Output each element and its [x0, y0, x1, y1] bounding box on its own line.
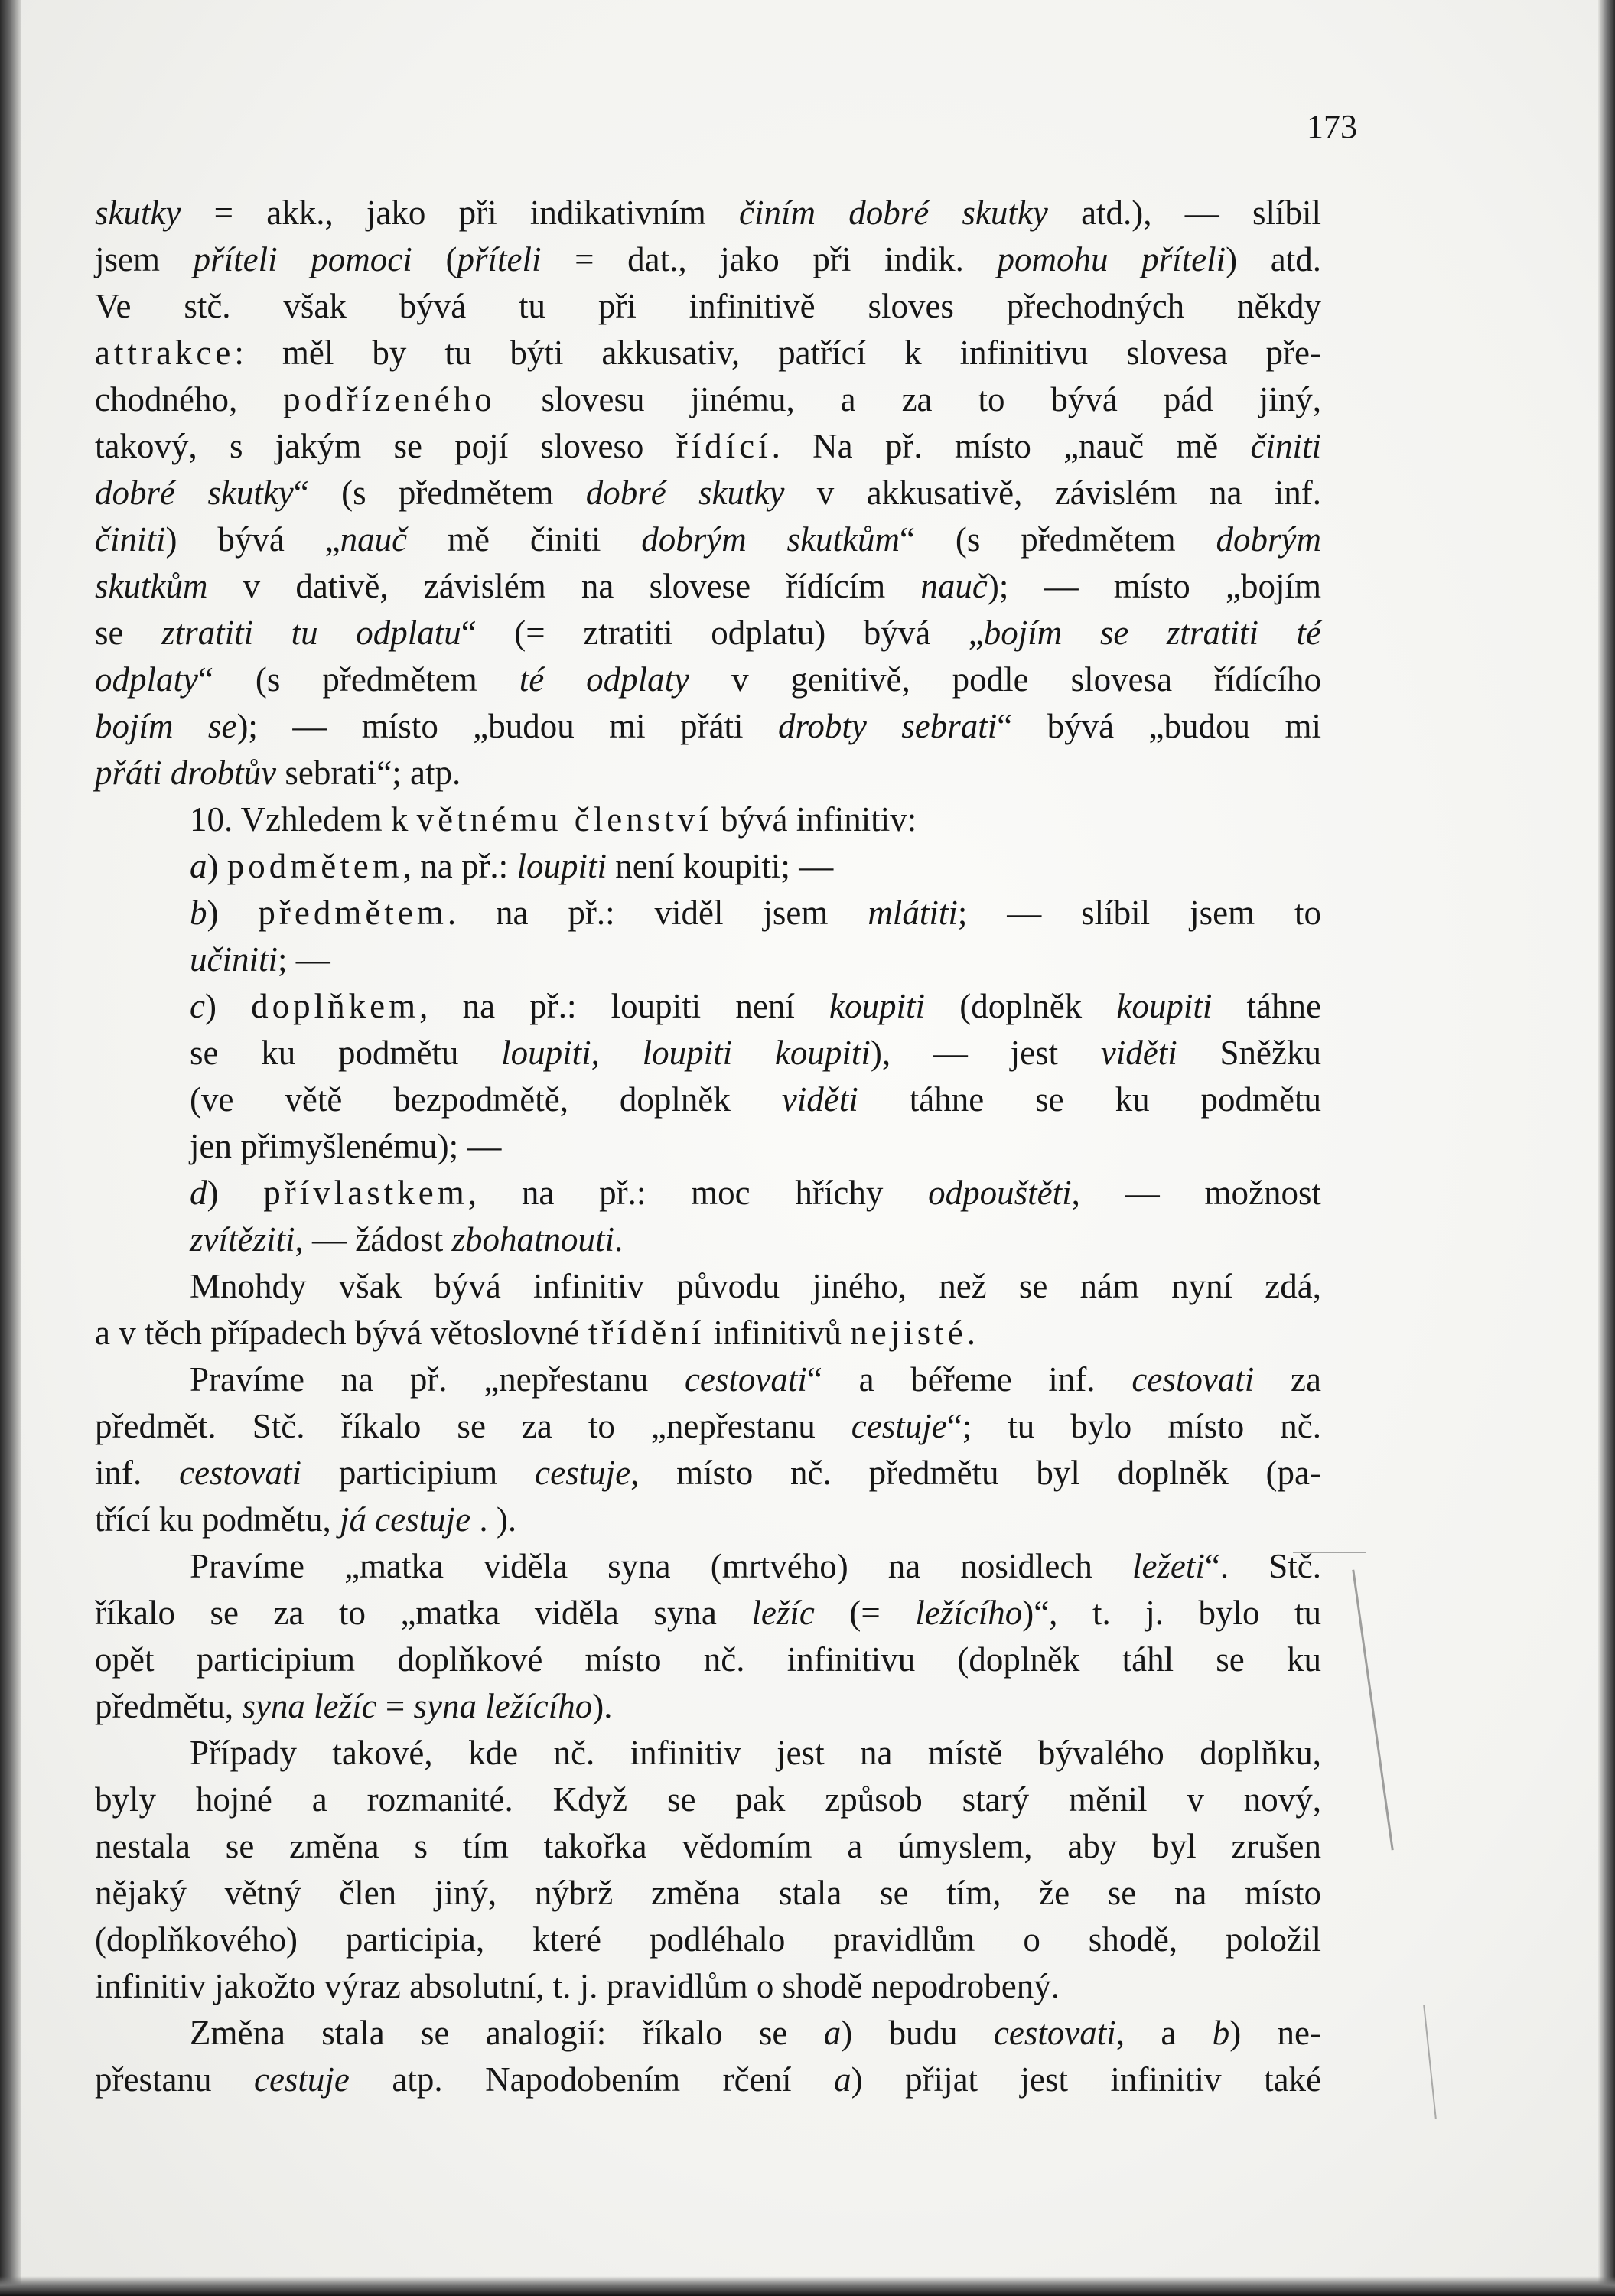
text-line: Ve stč. však bývá tu při infinitivě sloves přechodných někdy — [95, 287, 1321, 325]
text-line: d) přívlastkem, na př.: moc hříchy odpouštěti, — možnost — [190, 1174, 1321, 1212]
text-line: bojím se); — místo „budou mi přáti drobty sebrati“ bývá „budou mi — [95, 707, 1321, 745]
scan-mark — [1352, 1570, 1393, 1851]
text-line: říkalo se za to „matka viděla syna ležíc (= ležícího)“, t. j. bylo tu — [95, 1594, 1321, 1632]
text-line: se ku podmětu loupiti, loupiti koupiti), — jest viděti Sněžku — [190, 1034, 1321, 1072]
text-line: předmět. Stč. říkalo se za to „nepřestanu cestuje“; tu bylo místo nč. — [95, 1407, 1321, 1445]
text-line: Změna stala se analogií: říkalo se a) budu cestovati, a b) ne- — [190, 2014, 1321, 2052]
text-line: inf. cestovati participium cestuje, místo nč. předmětu byl doplněk (pa- — [95, 1454, 1321, 1492]
text-line: takový, s jakým se pojí sloveso řídící. Na př. místo „nauč mě činiti — [95, 427, 1321, 465]
scan-mark — [1423, 2005, 1437, 2119]
text-line: chodného, podřízeného slovesu jinému, a za to bývá pád jiný, — [95, 380, 1322, 418]
text-line: přáti drobtův sebrati“; atp. — [95, 754, 461, 792]
text-line: nějaký větný člen jiný, nýbrž změna stala se tím, že se na místo — [95, 1874, 1321, 1912]
text-line: (ve větě bezpodmětě, doplněk viděti táhne se ku podmětu — [190, 1080, 1321, 1119]
text-line: 10. Vzhledem k větnému členství bývá infinitiv: — [190, 800, 917, 839]
text-line: Pravíme na př. „nepřestanu cestovati“ a béřeme inf. cestovati za — [190, 1360, 1321, 1399]
text-line: třící ku podmětu, já cestuje . ). — [95, 1500, 517, 1539]
text-line: jen přimyšlenému); — — [190, 1127, 502, 1165]
text-line: zvítěziti, — žádost zbohatnouti. — [190, 1220, 624, 1259]
left-page-edge-shadow — [0, 0, 21, 2296]
text-line: Případy takové, kde nč. infinitiv jest na místě bývalého doplňku, — [190, 1734, 1321, 1772]
text-line: opět participium doplňkové místo nč. infinitivu (doplněk táhl se ku — [95, 1640, 1321, 1679]
text-line: skutkům v dativě, závislém na slovese řídícím nauč); — místo „bojím — [95, 567, 1321, 605]
page-number: 173 — [1307, 108, 1357, 145]
text-line: a v těch případech bývá větoslovné třídění infinitivů nejisté. — [95, 1314, 975, 1352]
right-page-edge-shadow — [1598, 0, 1615, 2296]
bottom-page-edge-shadow — [0, 2276, 1615, 2296]
text-line: a) podmětem, na př.: loupiti není koupiti; — — [190, 847, 834, 885]
text-line: Mnohdy však bývá infinitiv původu jiného, než se nám nyní zdá, — [190, 1267, 1321, 1305]
text-line: dobré skutky“ (s předmětem dobré skutky v akkusativě, závislém na inf. — [95, 474, 1322, 512]
text-line: byly hojné a rozmanité. Když se pak způsob starý měnil v nový, — [95, 1780, 1321, 1819]
text-line: skutky = akk., jako při indikativním činím dobré skutky atd.), — slíbil — [95, 194, 1321, 232]
text-line: attrakce: měl by tu býti akkusativ, patřící k infinitivu slovesa pře- — [95, 334, 1321, 372]
text-line: (doplňkového) participia, které podléhalo pravidlům o shodě, položil — [95, 1920, 1321, 1959]
text-line: učiniti; — — [190, 940, 330, 979]
text-line: odplaty“ (s předmětem té odplaty v genitivě, podle slovesa řídícího — [95, 660, 1321, 699]
text-line: infinitiv jakožto výraz absolutní, t. j. pravidlům o shodě nepodrobený. — [95, 1967, 1060, 2005]
text-line: jsem příteli pomoci (příteli = dat., jako při indik. pomohu příteli) atd. — [95, 240, 1322, 278]
text-line: předmětu, syna ležíc = syna ležícího). — [95, 1687, 613, 1725]
text-line: Pravíme „matka viděla syna (mrtvého) na nosidlech ležeti“. Stč. — [190, 1547, 1321, 1585]
text-line: c) doplňkem, na př.: loupiti není koupiti (doplněk koupiti táhne — [190, 987, 1321, 1025]
text-line: b) předmětem. na př.: viděl jsem mlátiti; — slíbil jsem to — [190, 894, 1321, 932]
text-line: přestanu cestuje atp. Napodobením rčení a) přijat jest infinitiv také — [95, 2060, 1322, 2099]
text-line: nestala se změna s tím takořka vědomím a úmyslem, aby byl zrušen — [95, 1827, 1321, 1865]
text-line: se ztratiti tu odplatu“ (= ztratiti odplatu) bývá „bojím se ztratiti té — [95, 614, 1322, 652]
text-line: činiti) bývá „nauč mě činiti dobrým skutkům“ (s předmětem dobrým — [95, 520, 1321, 559]
body-text — [95, 190, 1321, 2103]
